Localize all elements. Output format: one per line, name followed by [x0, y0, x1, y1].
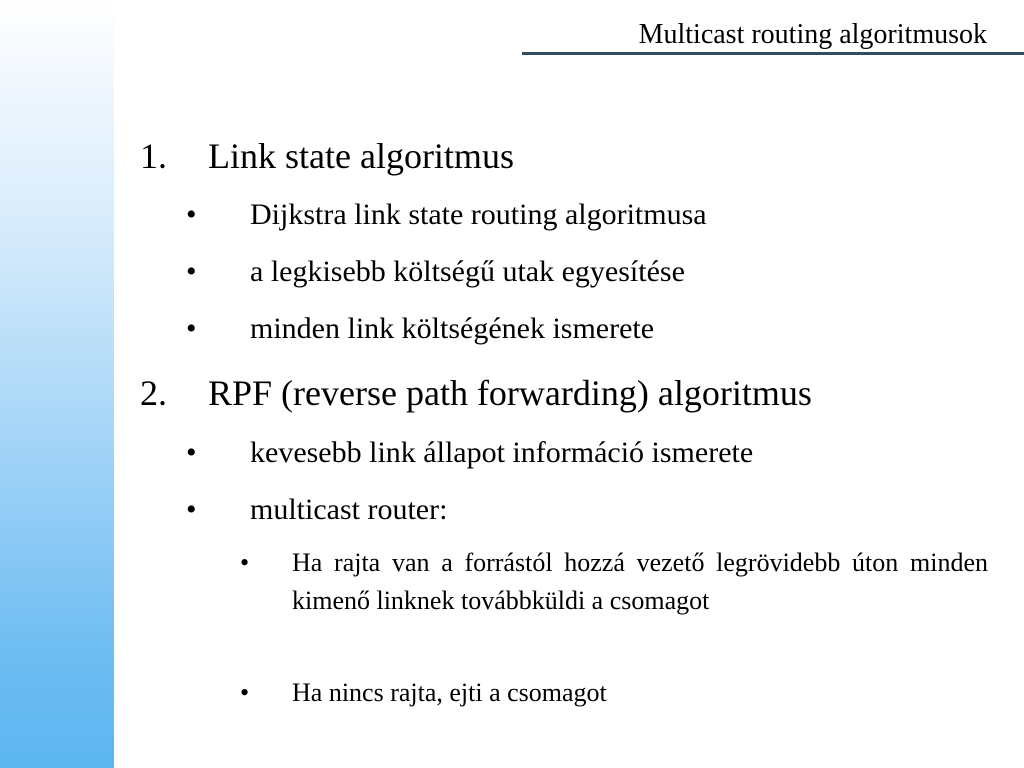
list-item-2 [140, 371, 1000, 415]
sub-item-less-state [186, 434, 966, 472]
title-underline [522, 52, 1024, 55]
item-text: kevesebb link állapot információ ismerete [250, 436, 754, 469]
sub-item-cheapest-paths [186, 253, 866, 291]
sub-item-dijkstra [186, 196, 866, 234]
sub-item-link-costs [186, 310, 866, 348]
bullet-icon: • [240, 678, 250, 707]
item-text: Dijkstra link state routing algoritmusa [250, 198, 707, 231]
bullet-icon: • [186, 493, 197, 526]
bullet-icon: • [240, 548, 250, 577]
bullet-icon: • [186, 255, 197, 288]
bullet-icon: • [186, 312, 197, 345]
item-number: 1. [140, 136, 167, 176]
bullet-icon: • [186, 436, 197, 469]
item-number: 2. [140, 373, 167, 413]
item-text: multicast router: [250, 493, 448, 526]
bullet-icon: • [186, 198, 197, 231]
item-text: Ha rajta van a forrástól hozzá vezető legrövidebb úton minden kimenő linknek továbbküldi a csomagot [292, 548, 988, 615]
item-text: RPF (reverse path forwarding) algoritmus [208, 373, 812, 413]
item-text: Link state algoritmus [208, 136, 514, 176]
item-text: minden link költségének ismerete [250, 312, 655, 345]
item-text: a legkisebb költségű utak egyesítése [250, 255, 685, 288]
slide-title: Multicast routing algoritmusok [638, 19, 987, 50]
sub-item-multicast-router [186, 491, 866, 529]
sub-sub-item-not-on-path [240, 674, 988, 712]
side-gradient-bar [0, 0, 114, 768]
item-text: Ha nincs rajta, ejti a csomagot [292, 678, 607, 707]
sub-sub-item-on-path [240, 544, 988, 662]
list-item-1 [140, 134, 600, 178]
